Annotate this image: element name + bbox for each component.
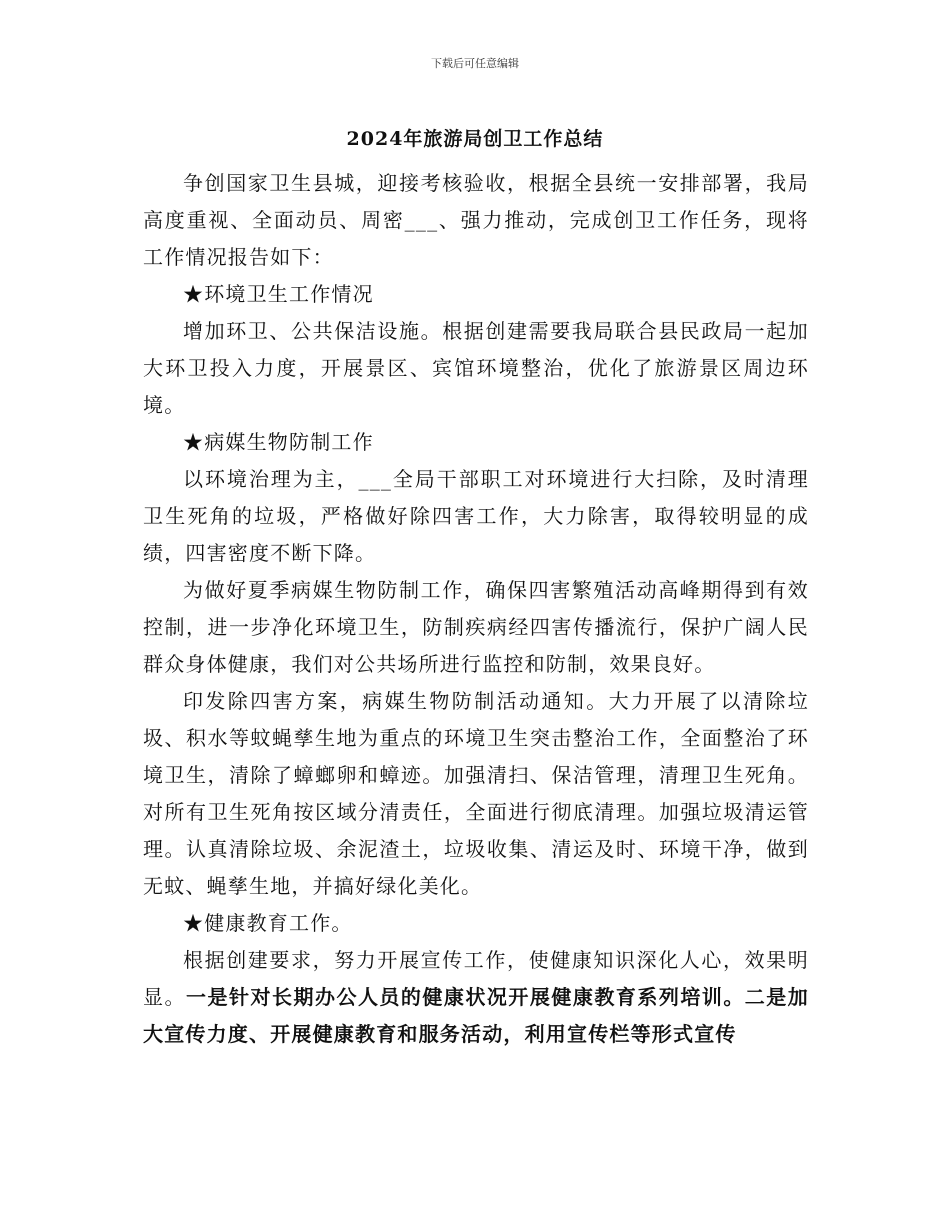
document-body [143,165,809,1053]
document-title: 2024年旅游局创卫工作总结 [346,128,604,150]
paragraph-intro: 争创国家卫生县城，迎接考核验收，根据全县统一安排部署，我局高度重视、全面动员、周密___、强力推动，完成创卫工作任务，现将工作情况报告如下： [143,171,809,269]
paragraph-health-education-normal: 根据创建要求，努力开展宣传工作，使健康知识深化人心，效果明显。 [143,948,809,1009]
paragraph-vector-control-1: 以环境治理为主，___全局干部职工对环境进行大扫除，及时清理卫生死角的垃圾，严格做好除四害工作，大力除害，取得较明显的成绩，四害密度不断下降。 [143,467,809,565]
section-heading-health-education: ★健康教育工作。 [183,911,353,935]
section-heading-environment: ★环境卫生工作情况 [183,282,374,306]
paragraph-vector-control-3: 印发除四害方案，病媒生物防制活动通知。大力开展了以清除垃圾、积水等蚊蝇孳生地为重点的环境卫生突击整治工作，全面整治了环境卫生，清除了蟑螂卵和蟑迹。加强清扫、保洁管理，清理卫生死角。对所有卫生死角按区域分清责任，全面进行彻底清理。加强垃圾清运管理。认真清除垃圾、余泥渣土，垃圾收集、清运及时、环境干净，做到无蚊、蝇孳生地，并搞好绿化美化。 [143,689,809,898]
header-note: 下载后可任意编辑 [431,57,519,70]
paragraph-environment: 增加环卫、公共保洁设施。根据创建需要我局联合县民政局一起加大环卫投入力度，开展景区、宾馆环境整治，优化了旅游景区周边环境。 [143,319,809,417]
paragraph-health-education [143,942,809,1053]
paragraph-vector-control-2: 为做好夏季病媒生物防制工作，确保四害繁殖活动高峰期得到有效控制，进一步净化环境卫生，防制疾病经四害传播流行，保护广阔人民群众身体健康，我们对公共场所进行监控和防制，效果良好。 [143,578,809,676]
section-heading-vector-control: ★病媒生物防制工作 [183,430,374,454]
paragraph-health-education-bold: 一是针对长期办公人员的健康状况开展健康教育系列培训。二是加大宣传力度、开展健康教育和服务活动，利用宣传栏等形式宣传 [143,985,809,1046]
